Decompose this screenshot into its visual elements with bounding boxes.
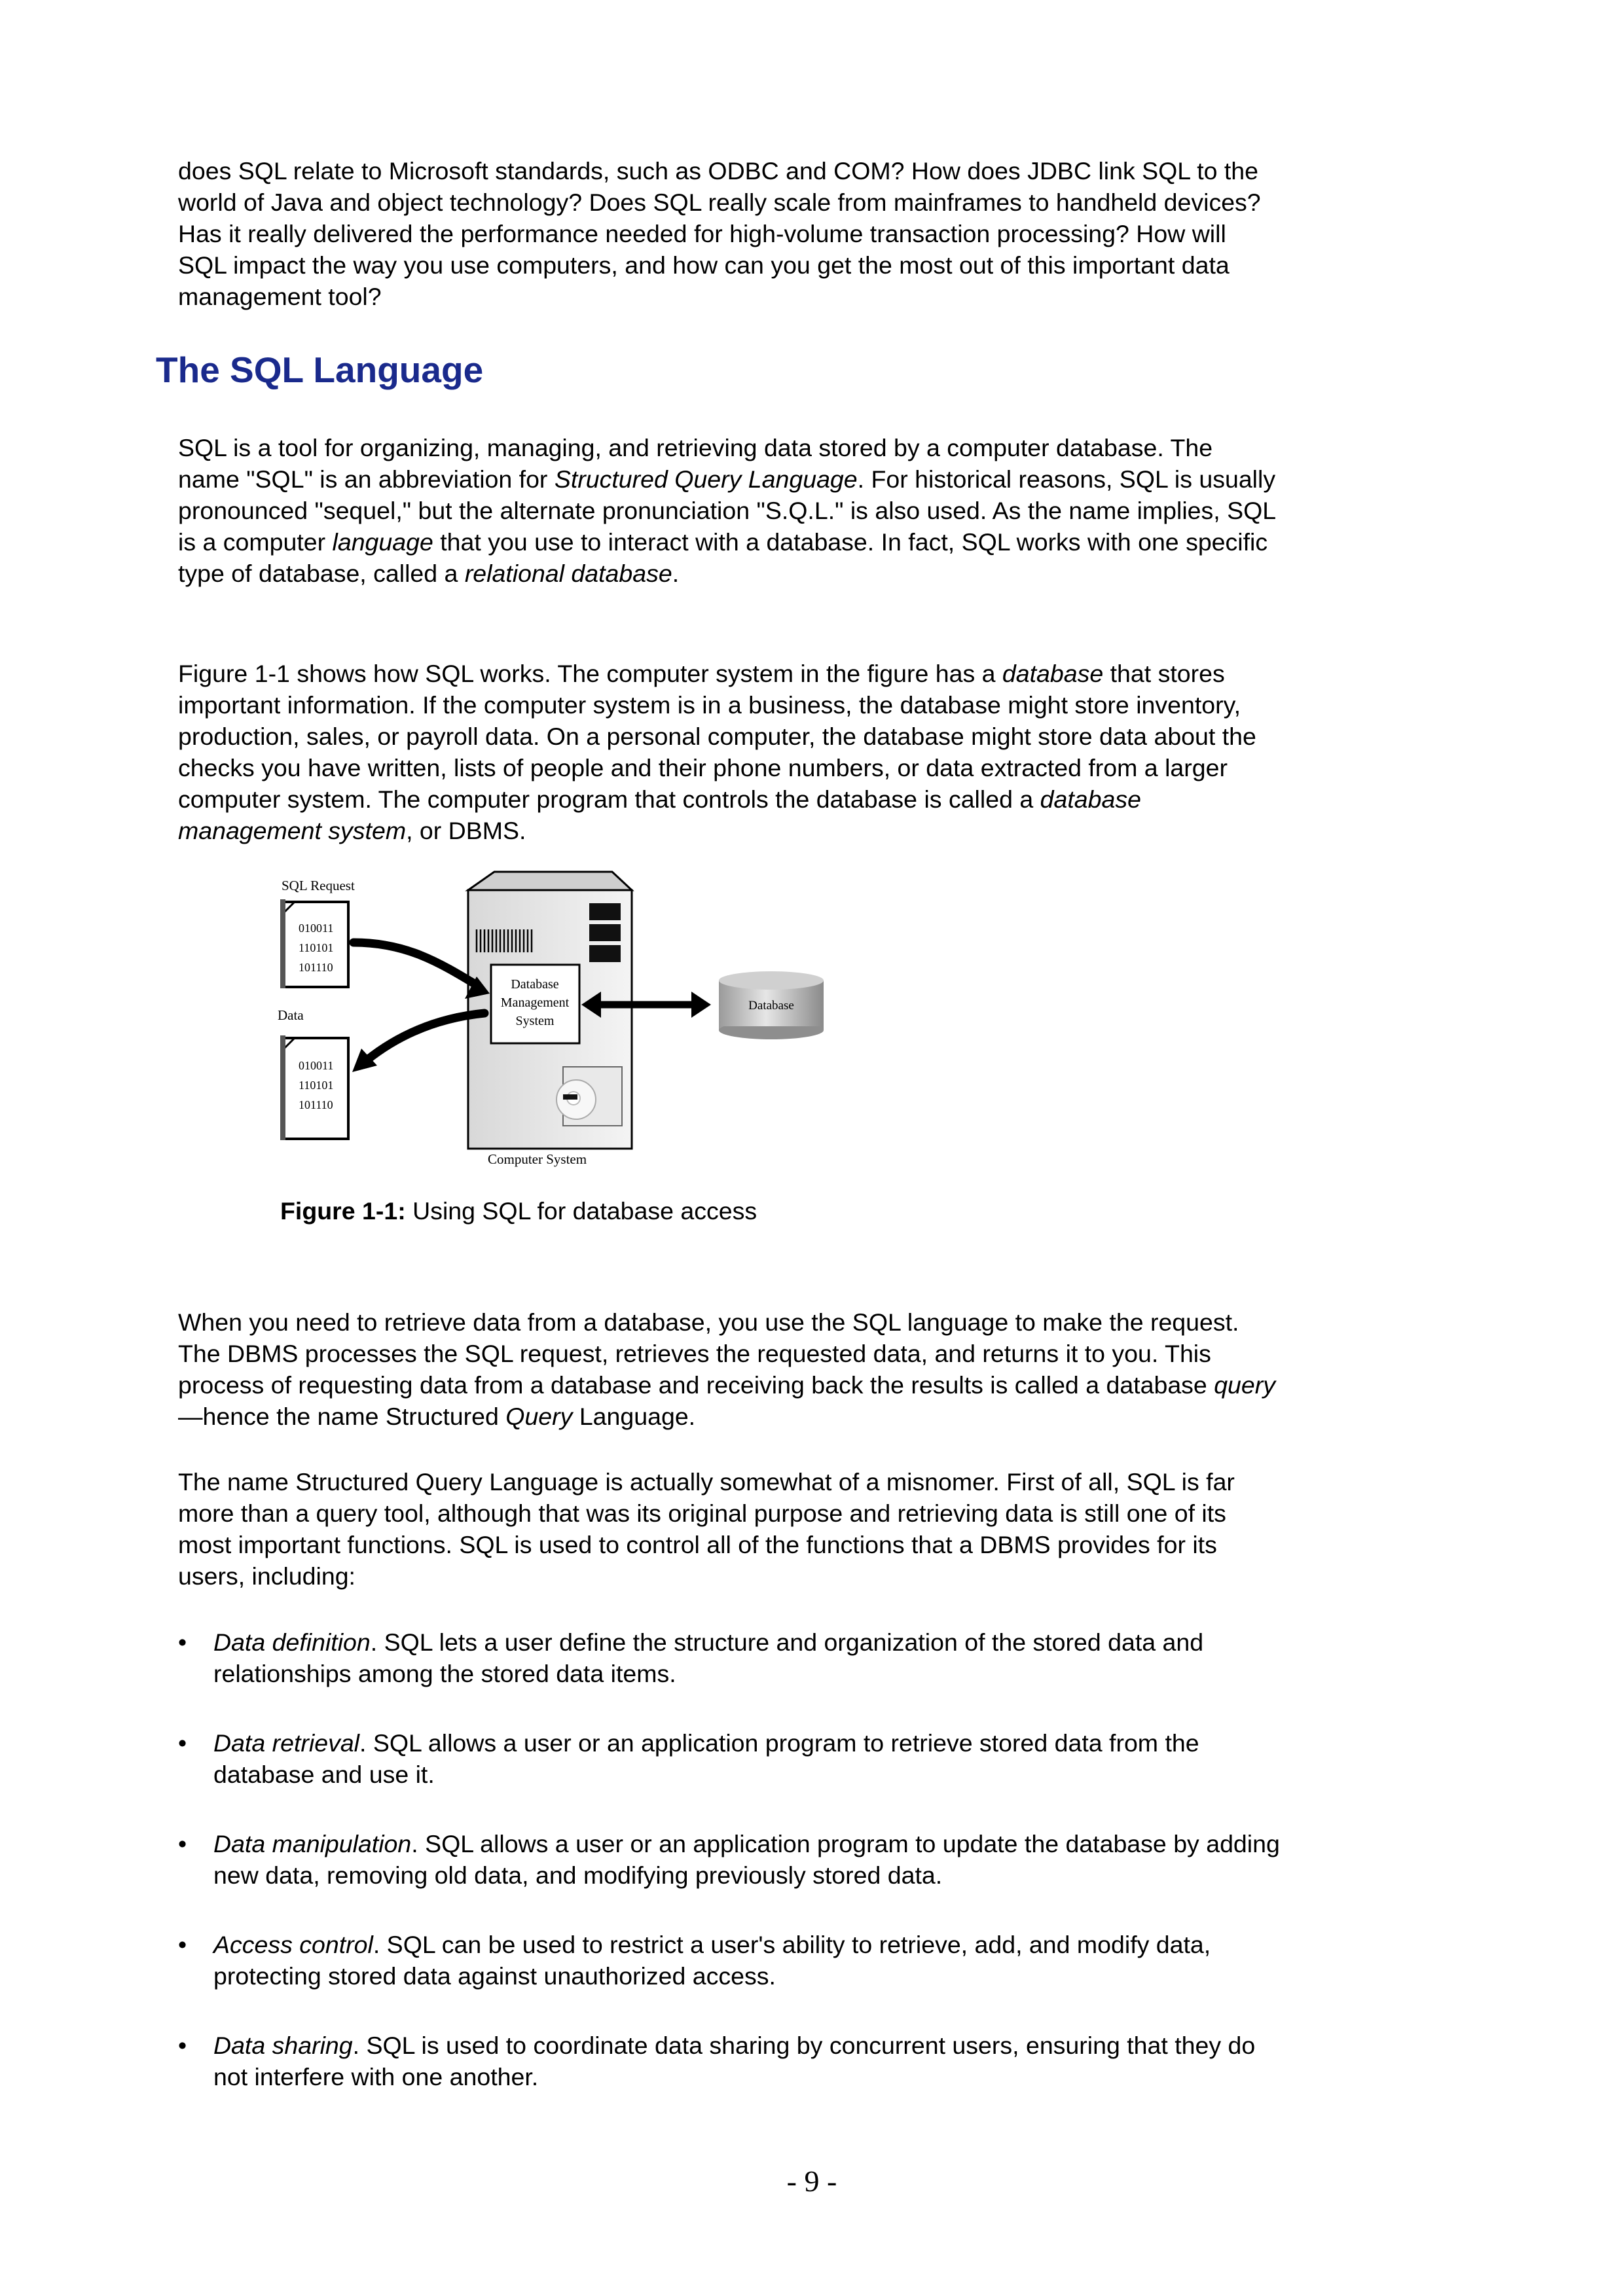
figure-sql-diagram <box>268 870 845 1172</box>
data-binary-line-1: 010011 <box>299 1059 334 1072</box>
list-item-text: . SQL is used to coordinate data sharing by concurrent users, ensuring that they do not interfere with one another. <box>213 2032 1256 2090</box>
bullet-marker: • <box>178 1729 187 1757</box>
dbms-line-1: Database <box>511 977 559 992</box>
database-label: Database <box>748 999 794 1013</box>
bullet-marker: • <box>178 1628 187 1656</box>
bullet-marker: • <box>178 1830 187 1857</box>
list-item <box>178 1929 1291 1992</box>
data-document-icon <box>280 1035 348 1140</box>
list-item-text: . SQL can be used to restrict a user's ability to retrieve, add, and modify data, protecting stored data against unauthorized access. <box>213 1931 1211 1990</box>
list-item-term: Data manipulation <box>213 1830 412 1857</box>
page-number: - 9 - <box>786 2164 837 2198</box>
list-item-term: Access control <box>213 1931 373 1958</box>
list-item-term: Data retrieval <box>213 1729 360 1757</box>
list-item-term: Data definition <box>213 1628 371 1656</box>
request-binary-line-3: 101110 <box>299 961 333 974</box>
list-item-text: . SQL lets a user define the structure and organization of the stored data and relationships among the stored data items. <box>213 1628 1204 1687</box>
intro-paragraph: does SQL relate to Microsoft standards, such as ODBC and COM? How does JDBC link SQL to the world of Java and object technology? Does SQL really scale from mainframes to handheld devices? Has it really delivered the performance needed for high-volume transaction processing? How will SQL impact the way you use computers, and how can you get the most out of this important data management tool? <box>178 157 1261 310</box>
computer-system-label: Computer System <box>488 1151 587 1167</box>
paragraph-misnomer: The name Structured Query Language is actually somewhat of a misnomer. First of all, SQL is far more than a query tool, although that was its original purpose and retrieving data is still one of its most important functions. SQL is used to control all of the functions that a DBMS provides for its users, including: <box>178 1468 1235 1590</box>
sql-diagram-svg <box>268 870 845 1172</box>
request-binary-line-1: 010011 <box>299 922 334 935</box>
data-binary-line-2: 110101 <box>299 1079 334 1092</box>
database-cylinder-icon <box>719 971 824 1039</box>
dbms-line-3: System <box>515 1014 555 1028</box>
request-binary-line-2: 110101 <box>299 941 334 954</box>
list-item-text: . SQL allows a user or an application program to retrieve stored data from the database and use it. <box>213 1729 1199 1788</box>
list-item <box>178 1828 1291 1891</box>
bullet-marker: • <box>178 1931 187 1958</box>
sql-request-document-icon <box>280 899 348 988</box>
paragraph-query: When you need to retrieve data from a database, you use the SQL language to make the request. The DBMS processes the SQL request, retrieves the requested data, and returns it to you. This process of requesting data from a database and receiving back the results is called a database query—hence the name Structured Query Language. <box>178 1308 1276 1430</box>
paragraph-figure-intro: Figure 1-1 shows how SQL works. The computer system in the figure has a database that stores important information. If the computer system is in a business, the database might store inventory, production, sales, or payroll data. On a personal computer, the database might store data about the checks you have written, lists of people and their phone numbers, or data extracted from a larger computer system. The computer program that controls the database is called a database management system, or DBMS. <box>178 660 1256 844</box>
section-heading: The SQL Language <box>156 350 484 390</box>
data-label: Data <box>278 1007 304 1023</box>
dbms-database-double-arrow-icon <box>581 992 711 1018</box>
dbms-box <box>491 965 579 1043</box>
dbms-line-2: Management <box>500 996 570 1010</box>
figure-caption <box>280 1195 757 1227</box>
response-arrow-icon <box>352 1013 484 1072</box>
list-item-term: Data sharing <box>213 2032 353 2059</box>
bullet-marker: • <box>178 2032 187 2059</box>
list-item <box>178 1727 1291 1790</box>
figure-caption-label: Figure 1-1: <box>280 1197 406 1225</box>
list-item-text: . SQL allows a user or an application program to update the database by adding new data, removing old data, and modifying previously stored data. <box>213 1830 1280 1889</box>
paragraph-definition: SQL is a tool for organizing, managing, and retrieving data stored by a computer database. The name "SQL" is an abbreviation for Structured Query Language. For historical reasons, SQL is usually pronounced "sequel," but the alternate pronunciation "S.Q.L." is also used. As the name implies, SQL is a computer language that you use to interact with a database. In fact, SQL works with one specific type of database, called a relational database. <box>178 434 1276 587</box>
sql-request-label: SQL Request <box>282 878 355 893</box>
figure-caption-text: Using SQL for database access <box>405 1197 757 1225</box>
functions-list <box>178 1626 1291 2130</box>
list-item <box>178 2030 1291 2092</box>
list-item <box>178 1626 1291 1689</box>
data-binary-line-3: 101110 <box>299 1098 333 1111</box>
